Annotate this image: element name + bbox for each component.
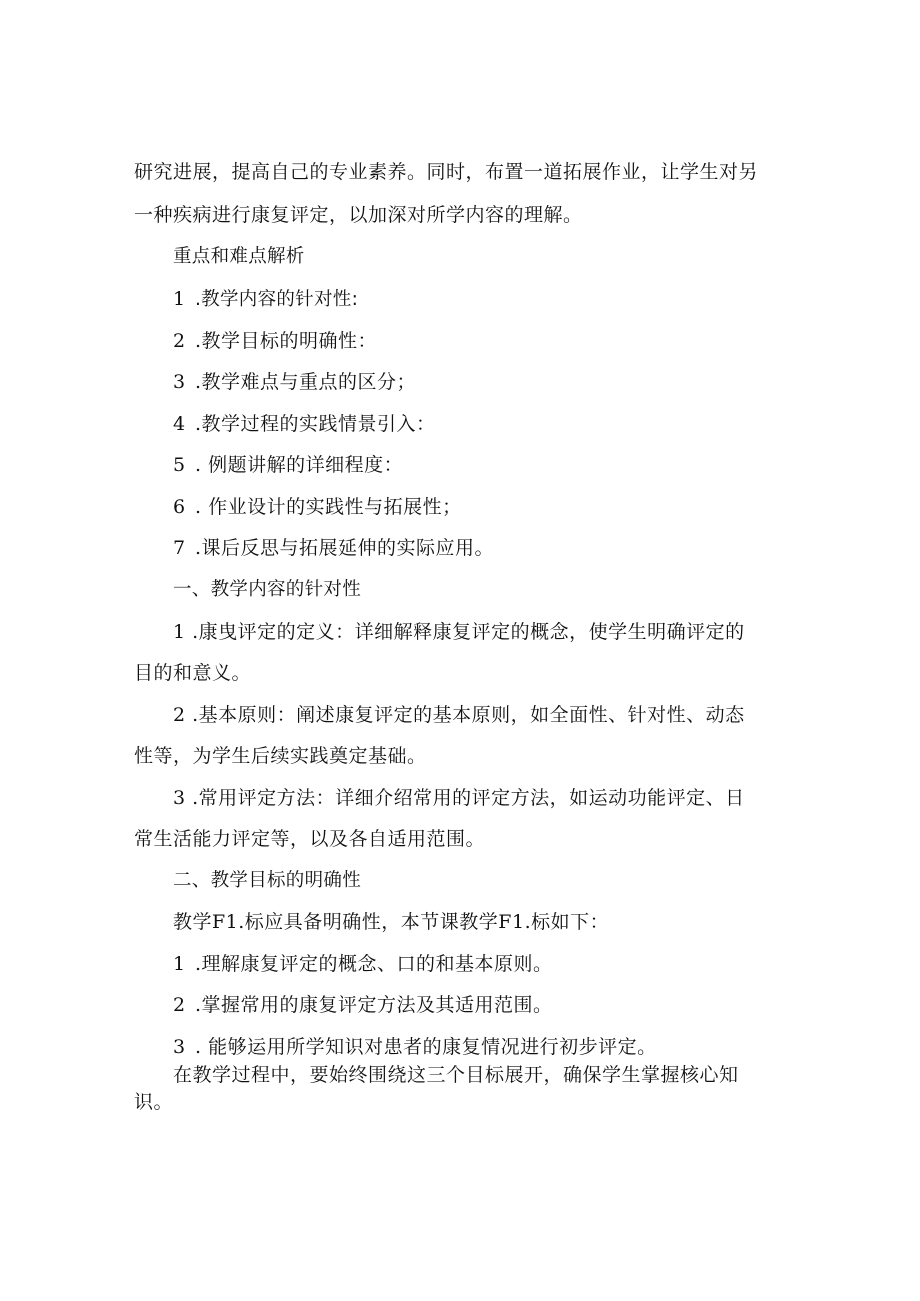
item-number: 1 xyxy=(173,288,186,310)
item-number: 4 xyxy=(173,413,186,435)
section2-item-3 xyxy=(173,1035,657,1059)
item-text: . 能够运用所学知识对患者的康复情况进行初步评定。 xyxy=(195,1036,657,1058)
section1-p1-line-1: 1 .康曳评定的定义：详细解释康复评定的概念，使学生明确评定的 xyxy=(173,621,745,643)
section1-heading: 一、教学内容的针对性 xyxy=(173,579,362,600)
item-text: . 作业设计的实践性与拓展性； xyxy=(195,496,462,518)
overview-heading: 重点和难点解析 xyxy=(173,246,305,267)
item-text: .理解康复评定的概念、口的和基本原则。 xyxy=(195,953,553,975)
section2-closing-line-1: 在教学过程中，要始终围绕这三个目标展开，确保学生掌握核心知 xyxy=(173,1064,739,1086)
item-text: .教学内容的针对性: xyxy=(195,289,359,310)
item-number: 7 xyxy=(173,537,186,559)
item-number: 6 xyxy=(173,496,186,518)
section1-p1-line-2: 目的和意义。 xyxy=(134,662,252,684)
item-text: .掌握常用的康复评定方法及其适用范围。 xyxy=(195,994,553,1016)
overview-item-1 xyxy=(173,287,358,312)
overview-item-7 xyxy=(173,536,494,560)
section2-item-2 xyxy=(173,993,553,1017)
item-number: 3 xyxy=(173,1036,186,1058)
item-text: .教学目标的明确性： xyxy=(195,330,378,352)
section2-closing-line-2: 识。 xyxy=(134,1091,174,1113)
section1-p3-line-2: 常生活能力评定等，以及各自适用范围。 xyxy=(134,828,486,850)
item-text: . 例题讲解的详细程度： xyxy=(195,454,404,476)
item-number: 2 xyxy=(173,994,186,1016)
section1-p2-line-1: 2 .基本原则：阐述康复评定的基本原则，如全面性、针对性、动态 xyxy=(173,704,745,726)
item-text: .教学难点与重点的区分； xyxy=(195,371,417,393)
overview-item-6 xyxy=(173,495,462,519)
section2-heading: 二、教学目标的明确性 xyxy=(173,870,362,891)
overview-item-5 xyxy=(173,453,403,477)
section2-intro: 教学F1.标应具备明确性，本节课教学F1.标如下： xyxy=(173,911,610,933)
item-number: 3 xyxy=(173,371,186,393)
section2-item-1 xyxy=(173,952,553,976)
overview-item-4 xyxy=(173,412,436,436)
intro-line-2: 一种疾病进行康复评定，以加深对所学内容的理解。 xyxy=(134,204,583,226)
item-text: .课后反思与拓展延伸的实际应用。 xyxy=(195,537,495,559)
item-text: .教学过程的实践情景引入： xyxy=(195,413,436,435)
section1-p2-line-2: 性等，为学生后续实践奠定基础。 xyxy=(134,745,427,767)
item-number: 1 xyxy=(173,953,186,975)
section1-p3-line-1: 3 .常用评定方法：详细介绍常用的评定方法，如运动功能评定、日 xyxy=(173,787,745,809)
overview-item-3 xyxy=(173,370,416,394)
item-number: 2 xyxy=(173,330,186,352)
intro-line-1: 研究进展，提高自己的专业素养。同时，布置一道拓展作业，让学生对另 xyxy=(134,161,759,183)
overview-item-2 xyxy=(173,329,377,353)
item-number: 5 xyxy=(173,454,186,476)
